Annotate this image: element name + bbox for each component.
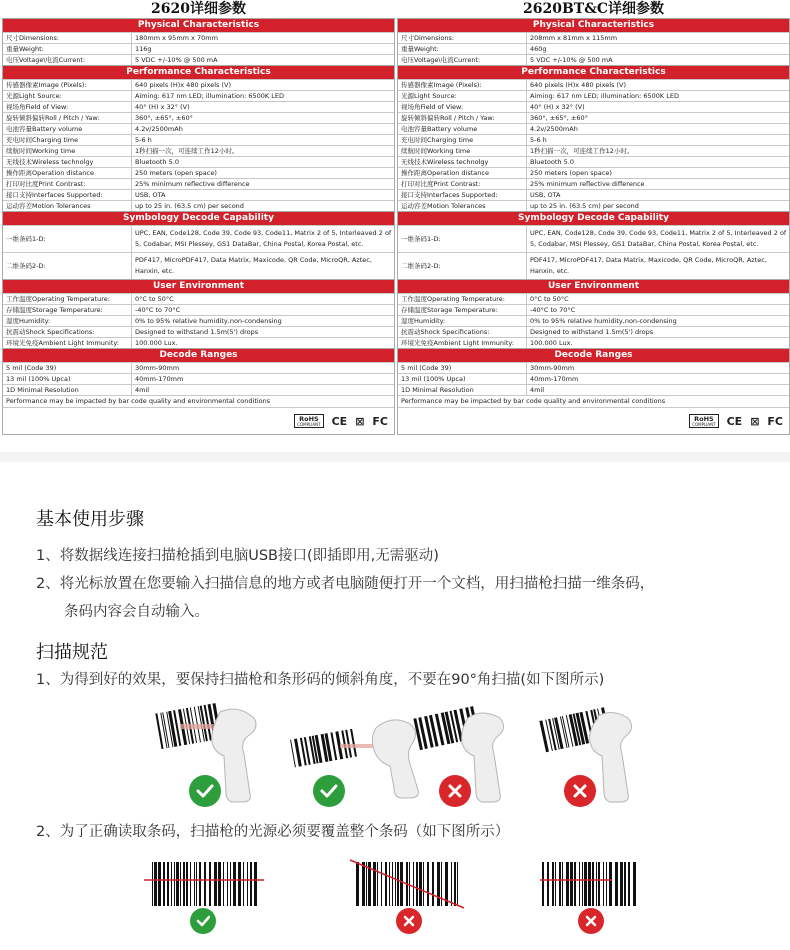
spec-row: [3, 167, 394, 178]
barcode-bar: [254, 862, 257, 906]
barcode-bar: [437, 862, 440, 906]
spec-label: 13 mil (100% Upca): [398, 374, 527, 384]
spec-label: 电池容量Battery volume: [3, 124, 132, 134]
spec-label: 尺寸Dimensions:: [398, 33, 527, 43]
spec-label: 打印对比度Print Contrast:: [398, 179, 527, 189]
spec-row: [398, 252, 789, 279]
spec-label: 无线技术Wireless technolgy: [3, 157, 132, 167]
spec-label: 5 mil (Code 39): [398, 363, 527, 373]
spec-label: 抗震动Shock Specifications:: [398, 327, 527, 337]
spec-row: [398, 384, 789, 395]
cross-icon: [564, 775, 596, 807]
spec-value: Aiming: 617 nm LED; illumination: 6500K LED: [135, 92, 284, 100]
spec-value: 0% to 95% relative humidity,non-condensing: [135, 317, 282, 325]
check-icon: [189, 775, 221, 807]
barcode-bar: [628, 862, 630, 906]
barcode-bar: [552, 862, 554, 906]
spec-label: 视场角Field of View:: [3, 102, 132, 112]
barcode-bar: [218, 862, 221, 906]
barcode-bar: [158, 862, 161, 906]
barcode-bar: [555, 862, 556, 906]
barcode-bar: [592, 862, 594, 906]
spec-value: PDF417, MicroPDF417, Data Matrix, Maxicode, QR Code, MicroQR, Aztec, Hanxin, etc.: [135, 256, 372, 275]
spec-label: 运动容差Motion Tolerances: [3, 201, 132, 211]
barcode-bar: [559, 862, 561, 906]
rohs-logo: [294, 414, 323, 428]
barcode-bar: [451, 862, 452, 906]
spec-value: 100.000 Lux.: [530, 339, 573, 347]
barcode-bar: [423, 862, 424, 906]
spec-value: 0°C to 50°C: [530, 295, 569, 303]
spec-row: [398, 79, 789, 90]
spec-title: 2620BT&C详细参数: [523, 1, 664, 17]
spec-row: [3, 90, 394, 101]
spec-row: [3, 304, 394, 315]
barcode-bar: [194, 862, 195, 906]
rohs-subtext: COMPLIANT: [297, 422, 321, 427]
scanner-gun-icon: [372, 720, 418, 798]
barcode-bar: [238, 862, 241, 906]
spec-value: -40°C to 70°C: [135, 306, 181, 314]
spec-row: [398, 225, 789, 252]
check-icon: [313, 775, 345, 807]
section-heading: Decode Ranges: [398, 348, 789, 362]
barcode-bar: [457, 862, 458, 906]
spec-label: 二维条码2-D:: [3, 253, 132, 279]
spec-label: 13 mil (100% Upca): [3, 374, 132, 384]
spec-value: 30mm-90mm: [530, 364, 575, 372]
spec-row: [398, 167, 789, 178]
barcode-bar: [416, 862, 418, 906]
spec-row: [3, 101, 394, 112]
certification-logos: [3, 407, 394, 434]
certification-logos: [398, 407, 789, 434]
spec-label: 1D Minimal Resolution: [3, 385, 132, 395]
spec-row: [398, 362, 789, 373]
barcode-bar: [615, 862, 618, 906]
spec-label: 重量Weight:: [398, 44, 527, 54]
spec-label: 湿度Humidity:: [3, 316, 132, 326]
barcode-bar: [385, 862, 387, 906]
barcode-bar: [570, 862, 573, 906]
section-heading: Performance Characteristics: [3, 65, 394, 79]
spec-row: [398, 315, 789, 326]
spec-row: [3, 178, 394, 189]
ce-logo: CE: [331, 414, 348, 428]
rohs-text: RoHS: [694, 415, 714, 423]
spec-label: 电压Voltage\电流Current:: [398, 55, 527, 65]
spec-label: 续航时间Working time: [398, 146, 527, 156]
spec-value: 4.2v/2500mAh: [530, 125, 578, 133]
spec-value: 4mil: [530, 386, 545, 394]
spec-value: 5 VDC +/-10% @ 500 mA: [135, 56, 218, 64]
spec-value: 460g: [530, 45, 547, 53]
spec-label: 一维条码1-D:: [3, 226, 132, 252]
spec-label: 操作距离Operation distance: [3, 168, 132, 178]
spec-row: [3, 200, 394, 211]
barcode: [290, 729, 357, 768]
spec-note: Performance may be impacted by bar code quality and environmental conditions: [398, 395, 789, 407]
barcode-bar: [620, 862, 623, 906]
barcode-bar: [606, 862, 607, 906]
section-heading: Physical Characteristics: [398, 19, 789, 32]
spec-value: 360°, ±65°, ±60°: [135, 114, 193, 122]
spec-label: 环境光免疫Ambient Light Immunity:: [398, 338, 527, 348]
rohs-logo: [689, 414, 718, 428]
barcode-bar: [454, 862, 456, 906]
check-icon: [190, 908, 216, 934]
barcode-bar: [539, 720, 549, 752]
spec-label: 光源Light Source:: [398, 91, 527, 101]
spec-value: USB, OTA: [530, 191, 561, 199]
spec-value: UPC, EAN, Code128, Code 39, Code 93, Code11, Matrix 2 of 5, Interleaved 2 of 5, Codabar, MSI Plessey, GS1 DataBar, China Postal, Korea Postal, etc.: [135, 229, 392, 248]
spec-value: 1秒扫描一次，可连续工作12小时。: [530, 147, 634, 155]
spec-value: 5 VDC +/-10% @ 500 mA: [530, 56, 613, 64]
barcode-bar: [566, 862, 569, 906]
usage-step-2-cont: 条码内容会自动输入。: [64, 604, 209, 620]
spec-row: [3, 326, 394, 337]
spec-row: [3, 384, 394, 395]
barcode-bar: [588, 862, 591, 906]
spec-value: Bluetooth 5.0: [135, 158, 179, 166]
barcode-bar: [409, 862, 410, 906]
barcode-bar: [214, 862, 217, 906]
barcode-bar: [183, 862, 185, 906]
spec-label: 接口支持Interfaces Supported:: [3, 190, 132, 200]
spec-row: [3, 252, 394, 279]
spec-value: 250 meters (open space): [530, 169, 612, 177]
barcode-bar: [562, 862, 563, 906]
barcode-bar: [366, 862, 367, 906]
cross-icon: [439, 775, 471, 807]
barcode-bar: [250, 862, 252, 906]
spec-label: 存储温度Storage Temperature:: [3, 305, 132, 315]
spec-row: [398, 189, 789, 200]
barcode: [542, 862, 636, 906]
spec-label: 环境光免疫Ambient Light Immunity:: [3, 338, 132, 348]
barcode-bar: [547, 862, 549, 906]
scan-rule-1: 1、为得到好的效果，要保持扫描枪和条形码的倾斜角度，不要在90°角扫描(如下图所示): [36, 672, 605, 688]
spec-label: 存储温度Storage Temperature:: [398, 305, 527, 315]
section-heading: Performance Characteristics: [398, 65, 789, 79]
spec-row: [398, 134, 789, 145]
spec-row: [3, 79, 394, 90]
barcode-bar: [574, 862, 576, 906]
spec-label: 充电时间Charging time: [398, 135, 527, 145]
barcode-bar: [209, 862, 211, 906]
barcode-bar: [542, 862, 544, 906]
spec-label: 光源Light Source:: [3, 91, 132, 101]
barcode-bar: [377, 862, 378, 906]
barcode-bar: [186, 862, 188, 906]
spec-value: 5-6 h: [135, 136, 152, 144]
spec-row: [3, 54, 394, 65]
spec-row: [3, 123, 394, 134]
spec-title: 2620详细参数: [151, 1, 246, 17]
spec-label: 1D Minimal Resolution: [398, 385, 527, 395]
spec-value: up to 25 in. (63.5 cm) per second: [530, 202, 639, 210]
barcode-bar: [432, 862, 434, 906]
spec-row: [398, 112, 789, 123]
section-heading: User Environment: [398, 279, 789, 293]
spec-row: [3, 43, 394, 54]
spec-row: [398, 304, 789, 315]
spec-row: [398, 43, 789, 54]
spec-row: [398, 337, 789, 348]
barcode-bar: [596, 862, 597, 906]
spec-label: 旋转倾斜偏转Roll / Pitch / Yaw:: [3, 113, 132, 123]
spec-label: 传感器像素Image (Pixels):: [3, 80, 132, 90]
spec-table: [2, 18, 395, 435]
section-heading: Symbology Decode Capability: [398, 211, 789, 225]
barcode-bar: [247, 862, 248, 906]
barcode-bar: [204, 862, 206, 906]
section-heading: Physical Characteristics: [3, 19, 394, 32]
barcode-bar: [427, 862, 429, 906]
barcode-bar: [598, 862, 600, 906]
barcode-bar: [196, 862, 197, 906]
spec-value: Aiming: 617 nm LED; illumination: 6500K LED: [530, 92, 679, 100]
spec-label: 湿度Humidity:: [398, 316, 527, 326]
spec-label: 抗震动Shock Specifications:: [3, 327, 132, 337]
usage-step-1: 1、将数据线连接扫描枪插到电脑USB接口(即插即用,无需驱动): [36, 548, 439, 564]
spec-value: 360°, ±65°, ±60°: [530, 114, 588, 122]
spec-row: [3, 32, 394, 43]
spec-value: 116g: [135, 45, 152, 53]
barcode-bar: [392, 862, 393, 906]
spec-row: [398, 32, 789, 43]
angle-example-good-2: [290, 720, 418, 798]
spec-row: [3, 225, 394, 252]
ce-logo: CE: [726, 414, 743, 428]
spec-value: Designed to withstand 1.5m(5') drops: [135, 328, 259, 336]
barcode-bar: [356, 862, 359, 906]
barcode-bar: [176, 862, 179, 906]
barcode-bar: [579, 862, 580, 906]
spec-row: [398, 293, 789, 304]
barcode-bar: [190, 862, 191, 906]
spec-row: [3, 189, 394, 200]
spec-row: [3, 145, 394, 156]
spec-label: 旋转倾斜偏转Roll / Pitch / Yaw:: [398, 113, 527, 123]
spec-label: 无线技术Wireless technolgy: [398, 157, 527, 167]
spec-row: [3, 156, 394, 167]
barcode: [152, 862, 257, 906]
spec-label: 传感器像素Image (Pixels):: [398, 80, 527, 90]
barcode-bar: [400, 862, 403, 906]
spec-label: 电池容量Battery volume: [398, 124, 527, 134]
spec-label: 一维条码1-D:: [398, 226, 527, 252]
spec-value: PDF417, MicroPDF417, Data Matrix, Maxicode, QR Code, MicroQR, Aztec, Hanxin, etc.: [530, 256, 767, 275]
spec-label: 打印对比度Print Contrast:: [3, 179, 132, 189]
spec-row: [3, 373, 394, 384]
barcode-bar: [294, 739, 302, 767]
spec-row: [398, 156, 789, 167]
spec-value: UPC, EAN, Code128, Code 39, Code 93, Code11, Matrix 2 of 5, Interleaved 2 of 5, Codabar, MSI Plessey, GS1 DataBar, China Postal, Korea Postal, etc.: [530, 229, 787, 248]
spec-value: 100.000 Lux.: [135, 339, 178, 347]
spec-value: 640 pixels (H)x 480 pixels (V): [135, 81, 232, 89]
spec-row: [398, 54, 789, 65]
barcode-bar: [152, 862, 153, 906]
scan-heading: 扫描规范: [36, 642, 108, 663]
barcode-bar: [609, 862, 612, 906]
spec-value: up to 25 in. (63.5 cm) per second: [135, 202, 244, 210]
scan-rule-2: 2、为了正确读取条码，扫描枪的光源必须要覆盖整个条码（如下图所示）: [36, 824, 510, 840]
spec-value: 25% minimum reflective difference: [530, 180, 645, 188]
barcode-bar: [413, 862, 414, 906]
spec-label: 操作距离Operation distance: [398, 168, 527, 178]
coverage-illustrations: [140, 858, 640, 910]
spec-label: 电压Voltage\电流Current:: [3, 55, 132, 65]
spec-label: 工作温度Operating Temperature:: [3, 294, 132, 304]
barcode-bar: [362, 862, 365, 906]
spec-label: 视场角Field of View:: [398, 102, 527, 112]
barcode-bar: [155, 713, 163, 749]
spec-value: 640 pixels (H)x 480 pixels (V): [530, 81, 627, 89]
spec-value: -40°C to 70°C: [530, 306, 576, 314]
spec-label: 二维条码2-D:: [398, 253, 527, 279]
rohs-subtext: COMPLIANT: [692, 422, 716, 427]
spec-value: 5-6 h: [530, 136, 547, 144]
divider-band: [0, 452, 790, 462]
spec-value: 40° (H) x 32° (V): [135, 103, 190, 111]
barcode-bar: [154, 862, 157, 906]
barcode-bar: [633, 862, 636, 906]
spec-label: 接口支持Interfaces Supported:: [398, 190, 527, 200]
usage-step-2: 2、将光标放置在您要输入扫描信息的地方或者电脑随便打开一个文档，用扫描枪扫描一维条码，: [36, 576, 655, 592]
barcode-bar: [233, 862, 236, 906]
spec-label: 重量Weight:: [3, 44, 132, 54]
spec-value: 25% minimum reflective difference: [135, 180, 250, 188]
barcode-bar: [174, 862, 175, 906]
usage-heading: 基本使用步骤: [36, 509, 144, 530]
spec-value: 40mm-170mm: [530, 375, 579, 383]
spec-value: 4.2v/2500mAh: [135, 125, 183, 133]
spec-label: 续航时间Working time: [3, 146, 132, 156]
spec-label: 充电时间Charging time: [3, 135, 132, 145]
barcode-bar: [230, 862, 231, 906]
spec-label: 5 mil (Code 39): [3, 363, 132, 373]
spec-row: [398, 373, 789, 384]
barcode-bar: [389, 862, 390, 906]
barcode-bar: [624, 862, 626, 906]
spec-row: [398, 145, 789, 156]
fc-logo: FC: [767, 414, 783, 428]
barcode-bar: [381, 862, 382, 906]
spec-value: USB, OTA: [135, 191, 166, 199]
barcode-bar: [227, 862, 228, 906]
barcode-bar: [243, 862, 244, 906]
spec-label: 尺寸Dimensions:: [3, 33, 132, 43]
barcode-bar: [584, 862, 587, 906]
spec-row: [398, 90, 789, 101]
spec-row: [398, 200, 789, 211]
spec-note: Performance may be impacted by bar code quality and environmental conditions: [3, 395, 394, 407]
spec-value: 1秒扫描一次，可连续工作12小时。: [135, 147, 239, 155]
spec-table: [397, 18, 790, 435]
spec-value: 0°C to 50°C: [135, 295, 174, 303]
barcode-bar: [223, 862, 224, 906]
spec-row: [3, 337, 394, 348]
section-heading: User Environment: [3, 279, 394, 293]
barcode-bar: [603, 862, 604, 906]
fc-logo: FC: [372, 414, 388, 428]
barcode-bar: [373, 862, 376, 906]
spec-row: [3, 293, 394, 304]
spec-label: 运动容差Motion Tolerances: [398, 201, 527, 211]
spec-value: 250 meters (open space): [135, 169, 217, 177]
spec-row: [3, 362, 394, 373]
spec-row: [398, 101, 789, 112]
cross-icon: [396, 908, 422, 934]
spec-value: 0% to 95% relative humidity,non-condensing: [530, 317, 677, 325]
spec-value: Bluetooth 5.0: [530, 158, 574, 166]
barcode-bar: [397, 862, 399, 906]
spec-row: [3, 315, 394, 326]
weee-icon: ⊠: [355, 414, 365, 428]
barcode-bar: [180, 862, 181, 906]
barcode-bar: [199, 862, 201, 906]
spec-row: [3, 134, 394, 145]
spec-row: [398, 326, 789, 337]
spec-row: [398, 178, 789, 189]
spec-value: 40mm-170mm: [135, 375, 184, 383]
barcode-bar: [163, 862, 165, 906]
spec-sheet-2620: [2, 0, 395, 435]
barcode-bar: [167, 862, 169, 906]
spec-value: 4mil: [135, 386, 150, 394]
spec-value: Designed to withstand 1.5m(5') drops: [530, 328, 654, 336]
barcode-bar: [395, 862, 396, 906]
spec-value: 208mm x 81mm x 115mm: [530, 34, 618, 42]
spec-sheets: [0, 0, 790, 452]
barcode-bar: [419, 862, 422, 906]
spec-sheet-2620btc: [397, 0, 790, 435]
spec-row: [3, 112, 394, 123]
weee-icon: ⊠: [750, 414, 760, 428]
spec-label: 工作温度Operating Temperature:: [398, 294, 527, 304]
scanner-gun-icon: [590, 712, 632, 802]
spec-row: [398, 123, 789, 134]
rohs-text: RoHS: [299, 415, 319, 423]
spec-value: 40° (H) x 32° (V): [530, 103, 585, 111]
barcode-bar: [582, 862, 583, 906]
barcode-bar: [171, 862, 172, 906]
section-heading: Decode Ranges: [3, 348, 394, 362]
section-heading: Symbology Decode Capability: [3, 211, 394, 225]
spec-value: 30mm-90mm: [135, 364, 180, 372]
cross-icon: [578, 908, 604, 934]
spec-value: 180mm x 95mm x 70mm: [135, 34, 218, 42]
